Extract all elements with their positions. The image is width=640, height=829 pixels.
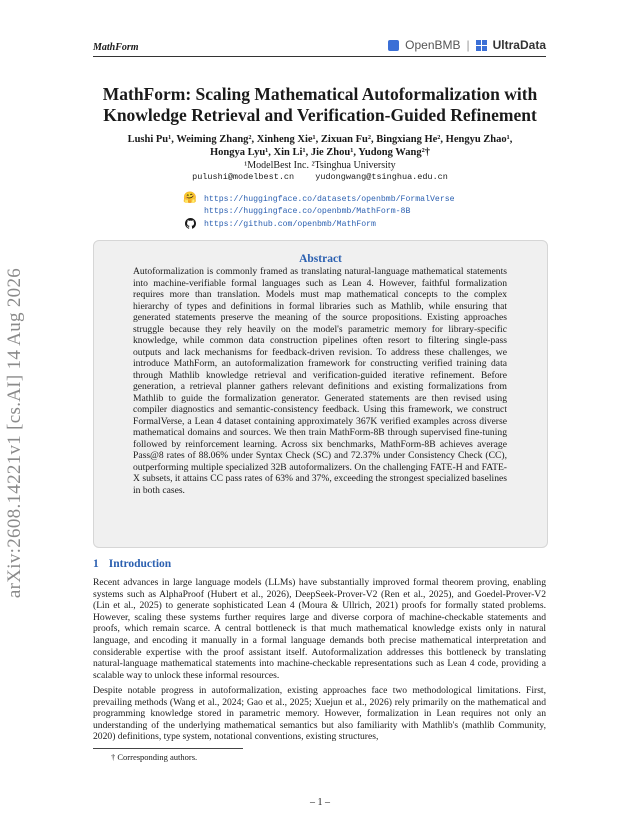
intro-paragraph-2: Despite notable progress in autoformalization, existing approaches face two methodological limitations. First, prevailing methods (Wang et al., 2024; Gao et al., 2025; Xuejun et al., 2026) rely primarily on the mathematical and programming knowledge stored in parametric memory. However, formalization in Lean requires not only an understanding of the underlying mathematical semantics but also familiarity with Mathlib's (mathlib Community, 2020) definitions, type system, notational conventions, existing structures, [93,685,546,743]
intro-paragraph-1: Recent advances in large language models (LLMs) have substantially improved formal theorem proving, enabling systems such as AlphaProof (Hubert et al., 2026), DeepSeek-Prover-V2 (Ren et al., 2025), and Goedel-Prover-V2 (Lin et al., 2025) to generate sophisticated Lean 4 (Moura & Ullrich, 2021) proofs for formally stated problems. However, scaling these systems further requires large and diverse corpora of machine-checkable statements and proofs, which remain scarce. A central bottleneck is that much mathematical knowledge exists only in natural language, and encoding it manually in a formal language demands both precise mathematical interpretation and considerable expertise with the proof assistant itself. Autoformalization addresses this bottleneck by translating natural-language mathematical statements into machine-checkable representations such as Lean 4 code, providing a scalable way to unlock these informal resources. [93,577,546,681]
link-row-github [183,218,503,230]
ultradata-logo-icon [476,40,487,51]
author-list [80,133,560,159]
dataset-link[interactable]: https://huggingface.co/datasets/openbmb/FormalVerse [204,195,455,205]
authors-line-1: Lushi Pu¹, Weiming Zhang², Xinheng Xie¹, Zixuan Fu², Bingxiang He², Hengyu Zhao¹, [127,134,513,145]
title-line-1: MathForm: Scaling Mathematical Autoformalization with [102,84,538,104]
email-1[interactable]: pulushi@modelbest.cn [192,172,295,182]
model-link[interactable]: https://huggingface.co/openbmb/MathForm-8B [204,207,411,217]
footnote-rule [93,748,243,749]
paper-title [80,84,560,126]
ultradata-logo-text: UltraData [492,38,546,52]
link-row-model [183,205,503,217]
abstract-heading: Abstract [299,253,342,265]
header-rule [93,56,546,57]
section-title: Introduction [108,558,172,570]
running-title: MathForm [93,42,139,53]
openbmb-logo-icon [388,40,399,51]
logo-separator: | [466,38,470,52]
email-2[interactable]: yudongwang@tsinghua.edu.cn [315,172,448,182]
authors-line-2: Hongya Lyu¹, Xin Li¹, Jie Zhou¹, Yudong Wang²† [210,147,430,158]
openbmb-logo-text: OpenBMB [405,38,461,52]
header-logos [388,38,546,52]
title-line-2: Knowledge Retrieval and Verification-Guided Refinement [103,105,537,125]
arxiv-identifier: arXiv:2608.14221v1 [cs.AI] 14 Aug 2026 [4,267,25,599]
link-row-dataset [183,193,503,205]
section-number: 1 [93,558,99,570]
page-number: – 1 – [310,797,330,808]
github-link[interactable]: https://github.com/openbmb/MathForm [204,220,376,230]
footnote: † Corresponding authors. [111,752,198,762]
section-heading [93,558,171,570]
huggingface-icon: 🤗 [183,193,197,205]
emails [80,172,560,182]
abstract-text: Autoformalization is commonly framed as translating natural-language mathematical statements into machine-verifiable formal languages such as Lean 4. However, faithful formalization requires more than translation. Models must map mathematical concepts to the complex hierarchy of types and definitions in formal libraries such as Mathlib, while ensuring that generated statements preserve the meaning of the source propositions. Existing approaches struggle because they rely heavily on the model's parametric memory for library-specific knowledge, while common data construction pipelines often resort to filtering single-pass outputs and lack mechanisms for feedback-driven revision. To address these challenges, we introduce MathForm, an autoformalization framework for constructing verified training data through Mathlib knowledge retrieval and verification-guided iterative refinement. Before generation, a retrieval planner gathers relevant definitions and existing formalizations from Mathlib to guide the formalization generator. Generated statements are then revised using compiler diagnostics and semantic-consistency feedback. Using this framework, we construct FormalVerse, a Lean 4 dataset containing approximately 367K verified examples across diverse mathematical domains and sources. We then train MathForm-8B through supervised fine-tuning followed by reinforcement learning. Across six benchmarks, MathForm-8B achieves average Pass@8 rates of 88.06% under Syntax Check (SC) and 72.37% under Consistency Check (CC), outperforming multiple specialized 32B autoformalizers. On the challenging FATE-H and FATE-X subsets, it attains CC pass rates of 63% and 37%, exceeding the strongest specialized baselines in both cases. [133,266,507,496]
github-icon [183,218,197,230]
affiliations: ¹ModelBest Inc. ²Tsinghua University [244,160,396,171]
